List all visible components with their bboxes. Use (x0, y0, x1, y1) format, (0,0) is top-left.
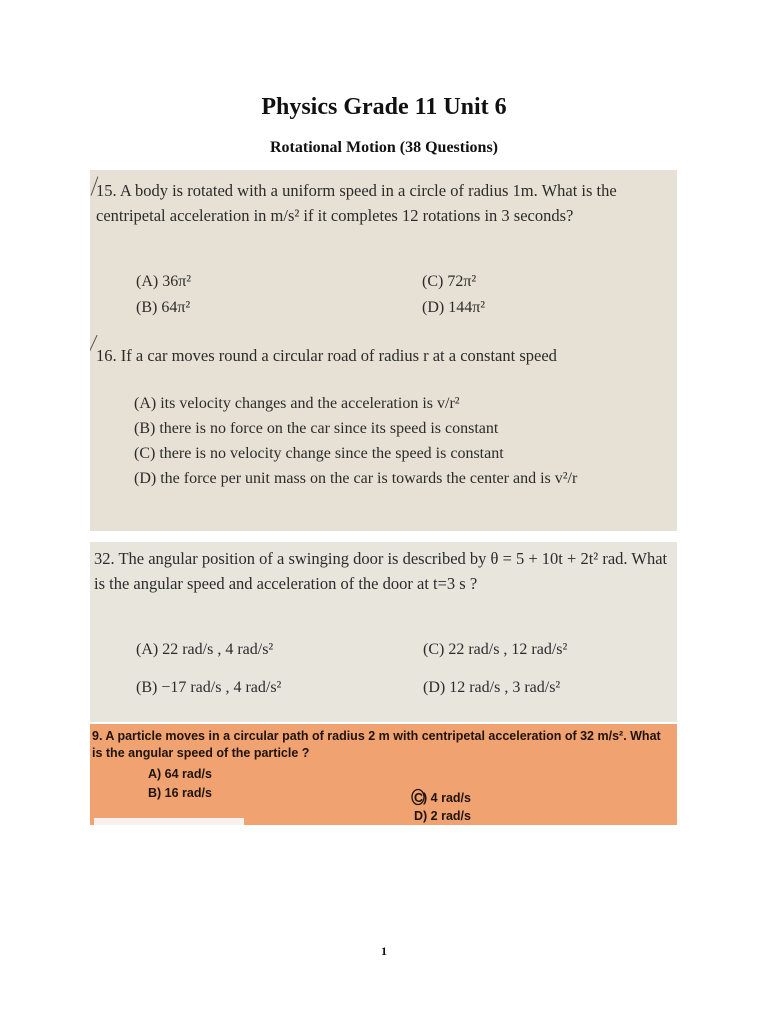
question-15-text: 15. A body is rotated with a uniform speed in a circle of radius 1m. What is the centripetal acceleration in m/s² if it completes 12 rotations in 3 seconds? (96, 181, 617, 225)
question-32-option-d: (D) 12 rad/s , 3 rad/s² (423, 679, 561, 696)
question-15-option-b: (B) 64π² (136, 299, 191, 316)
question-16-option-c: (C) there is no velocity change since the speed is constant (134, 445, 504, 462)
question-15-option-c: (C) 72π² (422, 273, 477, 290)
question-32-text: 32. The angular position of a swinging door is described by θ = 5 + 10t + 2t² rad. What is the angular speed and acceleration of the door at t=3 s ? (94, 549, 668, 593)
question-16-option-b: (B) there is no force on the car since its speed is constant (134, 420, 499, 437)
question-32-option-a: (A) 22 rad/s , 4 rad/s² (136, 641, 274, 658)
question-15-option-a: (A) 36π² (136, 273, 192, 290)
question-16-option-d: (D) the force per unit mass on the car is towards the center and is v²/r (134, 470, 578, 487)
question-32-option-c: (C) 22 rad/s , 12 rad/s² (423, 641, 568, 658)
question-9-option-b: B) 16 rad/s (148, 786, 212, 800)
question-32-option-b: (B) −17 rad/s , 4 rad/s² (136, 679, 282, 696)
question-15-option-d: (D) 144π² (422, 299, 486, 316)
scanned-question-block-1 (90, 170, 677, 531)
page-subtitle: Rotational Motion (38 Questions) (270, 139, 498, 156)
question-16-option-a: (A) its velocity changes and the acceleration is v/r² (134, 395, 460, 412)
question-9-text: 9. A particle moves in a circular path of radius 2 m with centripetal acceleration of 32 m/s². What is the angular speed of the particle ? (92, 729, 661, 760)
scanned-question-block-3 (90, 724, 677, 825)
question-9-option-c: C) 4 rad/s (414, 791, 471, 805)
question-9-option-d: D) 2 rad/s (414, 809, 471, 823)
white-smudge (94, 818, 244, 825)
page-number: 1 (381, 944, 387, 958)
page-title: Physics Grade 11 Unit 6 (261, 94, 507, 120)
answer-circle-mark (410, 788, 426, 806)
question-16-text: 16. If a car moves round a circular road of radius r at a constant speed (96, 346, 557, 365)
scanned-question-block-2 (90, 542, 677, 722)
question-9-option-a: A) 64 rad/s (148, 767, 212, 781)
